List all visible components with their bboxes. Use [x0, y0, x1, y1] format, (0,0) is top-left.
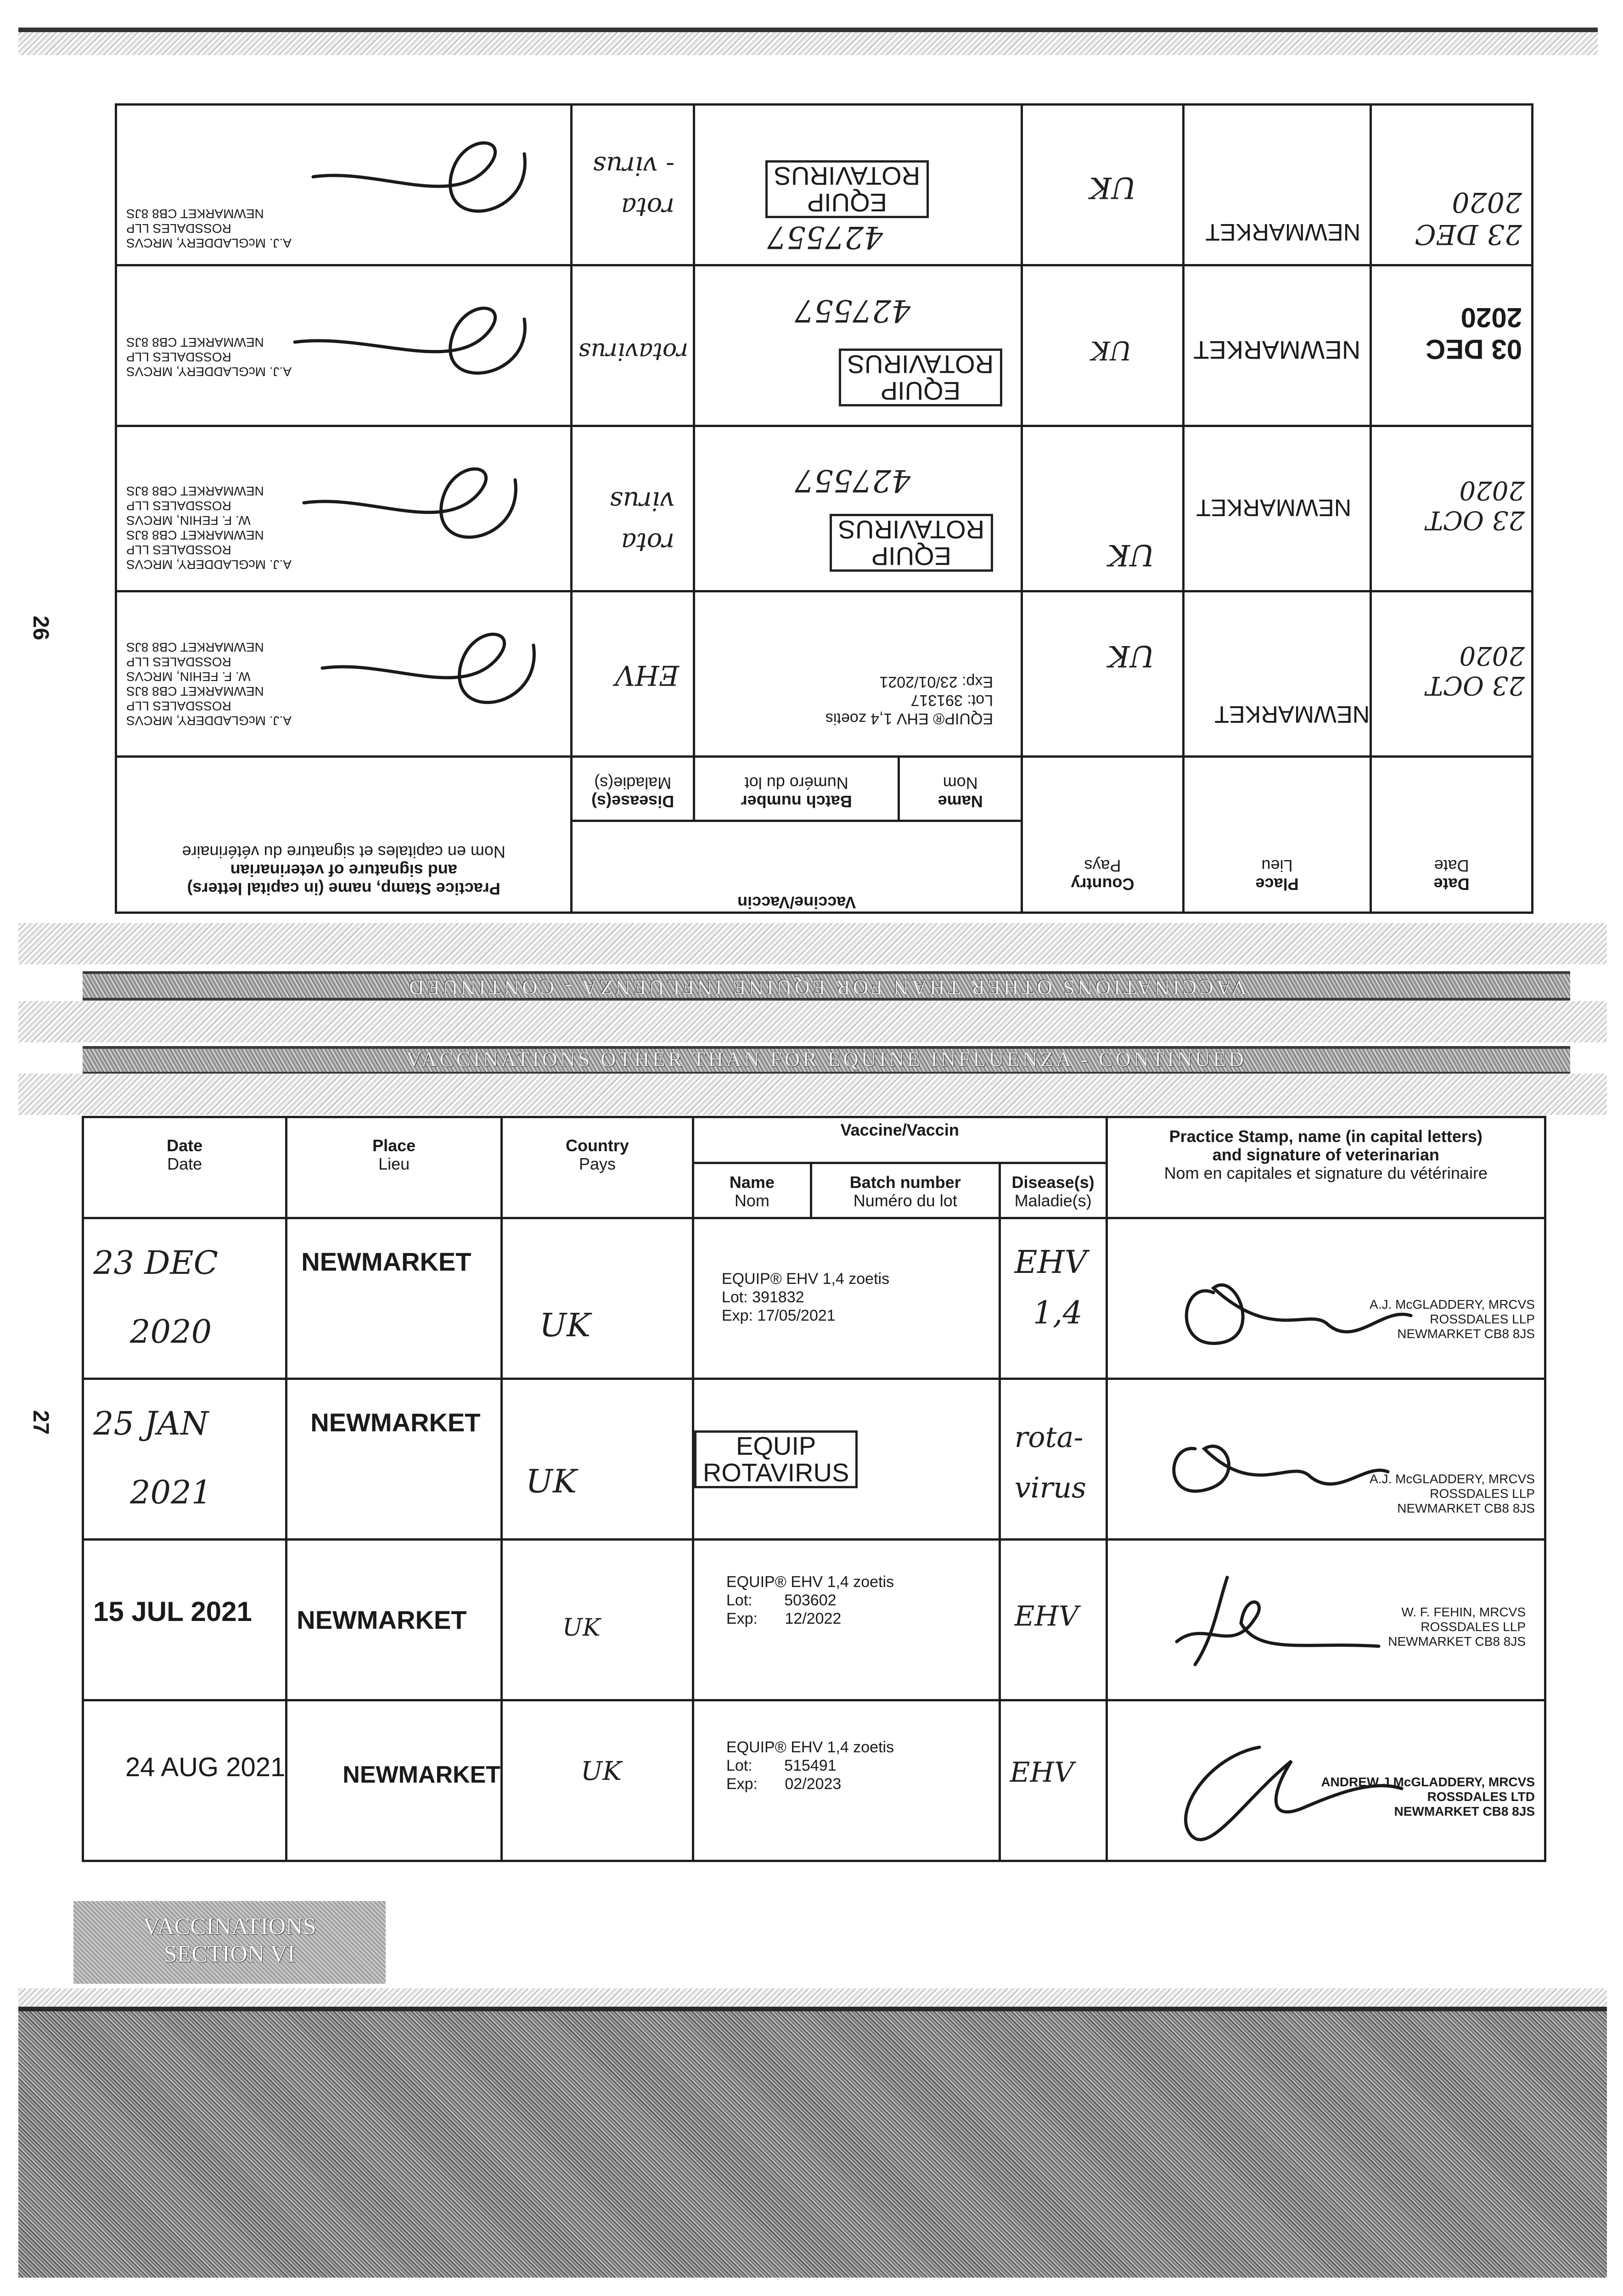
scan-noise-bottom [18, 2007, 1607, 2278]
header-place: Place Lieu [1183, 757, 1370, 913]
disease-cell: rota- virus [1000, 1379, 1106, 1540]
page-27-table [82, 1116, 1546, 1862]
disease-cell: EHV 1,4 [1000, 1218, 1106, 1379]
stamp-cell: A.J. McGLADDERY, MRCVS ROSSDALES LLP NEWMARKET CB8 8JS [1106, 1218, 1545, 1379]
page-number-26: 26 [28, 615, 53, 641]
country-cell: UK [1022, 105, 1184, 265]
header-stamp: Practice Stamp, name (in capital letters) and signature of veterinarian Nom en capitales et signature du vétérinaire [116, 757, 572, 913]
stamp-cell: W. F. FEHIN, MRCVS ROSSDALES LLP NEWMARKET CB8 8JS [1106, 1540, 1545, 1700]
section-label-line1: VACCINATIONS [143, 1913, 316, 1940]
signature [1154, 1407, 1393, 1513]
place-cell: NEWMARKET [1183, 591, 1370, 757]
signature [286, 287, 543, 406]
section-label-line2: SECTION VI [163, 1941, 296, 1967]
country-cell: UK [1022, 426, 1184, 591]
place-cell: NEWMARKET [286, 1700, 502, 1861]
table-row [116, 591, 1533, 757]
vaccine-cell: EQUIP® EHV 1,4 zoetis Lot: 515491 Exp: 02/2023 [693, 1700, 1000, 1861]
vaccine-cell: EQUIP® EHV 1,4 zoetis Lot: 391317 Exp: 23/01/2021 [694, 591, 1022, 757]
scan-noise-mid3 [18, 1074, 1607, 1115]
place-cell: NEWMARKET [1183, 105, 1370, 265]
header-disease: Disease(s) Maladie(s) [1000, 1163, 1106, 1218]
date-cell: 15 JUL 2021 [83, 1540, 286, 1700]
country-cell: UK [502, 1218, 693, 1379]
page-26 [115, 151, 1533, 914]
date-cell: 23 OCT 2020 [1371, 591, 1533, 757]
page-26-table [115, 103, 1533, 914]
country-cell: UK [1022, 265, 1184, 426]
banner: VACCINATIONS OTHER THAN FOR EQUINE INFLUENZA - CONTINUED [83, 1046, 1570, 1075]
scan-noise-mid2 [18, 1001, 1607, 1042]
date-cell: 23 DEC 2020 [83, 1218, 286, 1379]
place-cell: NEWMARKET [286, 1540, 502, 1700]
place-cell: NEWMARKET [286, 1379, 502, 1540]
stamp-cell: ANDREW J McGLADDERY, MRCVS ROSSDALES LTD NEWMARKET CB8 8JS [1106, 1700, 1545, 1861]
section-label [73, 1901, 386, 1984]
table-row [116, 105, 1533, 265]
disease-cell: EHV [1000, 1700, 1106, 1861]
stamp-cell: A.J. McGLADDERY, MRCVS ROSSDALES LLP NEWMARKET CB8 8JS W. F. FEHIN, MRCVS ROSSDALES LLP NEWMARKET CB8 8JS [116, 591, 572, 757]
stamp-cell: A.J. McGLADDERY, MRCVS ROSSDALES LLP NEWMARKET CB8 8JS W. F. FEHIN, MRCVS ROSSDALES LLP NEWMARKET CB8 8JS [116, 426, 572, 591]
country-cell: UK [1022, 591, 1184, 757]
vaccine-cell: EQUIP® EHV 1,4 zoetis Lot: 503602 Exp: 12/2022 [693, 1540, 1000, 1700]
header-stamp: Practice Stamp, name (in capital letters) and signature of veterinarian Nom en capitales et signature du vétérinaire [1106, 1117, 1545, 1218]
header-date: Date Date [1371, 757, 1533, 913]
disease-cell: rota virus [572, 426, 694, 591]
header-batch: Batch number Numéro du lot [694, 757, 899, 821]
vaccine-cell: EQUIP ROTAVIRUS [693, 1379, 1000, 1540]
scan-edge-top [18, 28, 1598, 32]
date-cell: 03 DEC 2020 [1371, 265, 1533, 426]
country-cell: UK [502, 1540, 693, 1700]
page-number-27: 27 [28, 1410, 53, 1435]
vaccine-cell: EQUIP ROTAVIRUS 427557 [694, 426, 1022, 591]
scan-noise-bottom-strip [18, 1988, 1607, 2007]
country-cell: UK [502, 1379, 693, 1540]
disease-cell: rotavirus [572, 265, 694, 426]
header-vaccine: Vaccine/Vaccin [693, 1117, 1106, 1163]
header-batch: Batch number Numéro du lot [811, 1163, 1000, 1218]
table-row [83, 1218, 1545, 1379]
stamp-cell: A.J. McGLADDERY, MRCVS ROSSDALES LLP NEWMARKET CB8 8JS [1106, 1379, 1545, 1540]
signature [313, 608, 552, 737]
stamp-cell: A.J. McGLADDERY, MRCVS ROSSDALES LLP NEWMARKET CB8 8JS [116, 105, 572, 265]
header-country: Country Pays [1022, 757, 1184, 913]
vaccine-cell: EQUIP ROTAVIRUS 427557 [694, 265, 1022, 426]
scan-noise-mid [18, 923, 1607, 964]
date-cell: 25 JAN 2021 [83, 1379, 286, 1540]
disease-cell: rota - virus [572, 105, 694, 265]
date-cell: 24 AUG 2021 [83, 1700, 286, 1861]
header-vaccine: Vaccine/Vaccin [572, 821, 1022, 913]
vaccine-cell: EQUIP ROTAVIRUS 427557 [694, 105, 1022, 265]
header-name: Name Nom [899, 757, 1022, 821]
header-country: Country Pays [502, 1117, 693, 1218]
disease-cell: EHV [1000, 1540, 1106, 1700]
stamp-cell: A.J. McGLADDERY, MRCVS ROSSDALES LLP NEWMARKET CB8 8JS [116, 265, 572, 426]
header-place: Place Lieu [286, 1117, 502, 1218]
banner-upside-down: VACCINATIONS OTHER THAN FOR EQUINE INFLUENZA - CONTINUED [83, 971, 1570, 1001]
place-cell: NEWMARKET [1183, 426, 1370, 591]
table-row [83, 1540, 1545, 1700]
header-date: Date Date [83, 1117, 286, 1218]
header-disease: Disease(s) Maladie(s) [572, 757, 694, 821]
disease-cell: EHV [572, 591, 694, 757]
header-name: Name Nom [693, 1163, 811, 1218]
table-row [116, 265, 1533, 426]
date-cell: 23 DEC 2020 [1371, 105, 1533, 265]
signature [1168, 1564, 1388, 1683]
table-row [83, 1379, 1545, 1540]
place-cell: NEWMARKET [1183, 265, 1370, 426]
table-row [83, 1700, 1545, 1861]
country-cell: UK [502, 1700, 693, 1861]
vaccine-cell: EQUIP® EHV 1,4 zoetis Lot: 391832 Exp: 17/05/2021 [693, 1218, 1000, 1379]
date-cell: 23 OCT 2020 [1371, 426, 1533, 591]
signature [304, 117, 543, 246]
table-row [116, 426, 1533, 591]
signature [295, 443, 534, 572]
place-cell: NEWMARKET [286, 1218, 502, 1379]
